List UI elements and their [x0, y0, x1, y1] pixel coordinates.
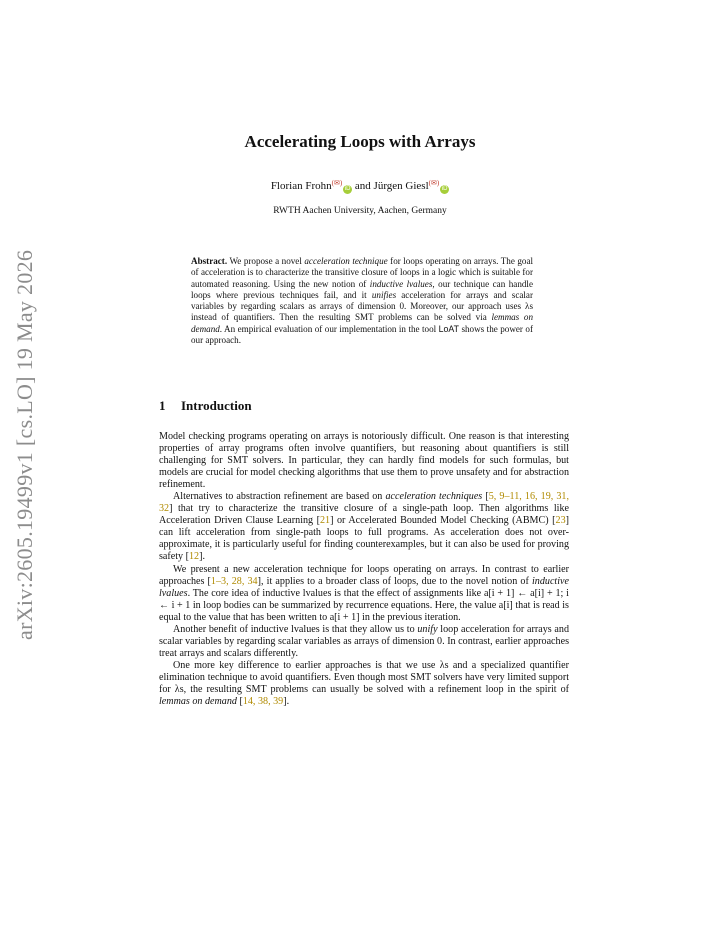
abstract-text: acceleration for arrays and scalar variables by regarding scalars as arrays of dimension 0. Moreover, our approach uses λs instead of quantifiers. Then the resulting SMT problems can be solved via [191, 289, 533, 323]
paragraph-5 [159, 660, 569, 708]
mail-icon: (✉) [428, 179, 440, 187]
citation-link[interactable]: 12 [189, 551, 200, 563]
citation-link[interactable]: 1–3, 28, 34 [210, 575, 258, 587]
abstract-label: Abstract. [191, 256, 228, 266]
orcid-icon[interactable]: iD [344, 186, 351, 192]
text: . The core idea of inductive lvalues is that the effect of assignments like a[i + 1] ← a[i] + 1; i ← i + 1 in loop bodies can be summarized by recurrence equations. Here, the value a[i] that is read is equal to the value that has been written to a[i + 1] in the previous iteration. [159, 587, 569, 623]
text: ], it applies to a broader class of loops, due to the novel notion of [257, 575, 532, 587]
abstract [191, 256, 533, 346]
citation-link[interactable]: 21 [320, 515, 331, 527]
citation-link[interactable]: 14, 38, 39 [242, 696, 284, 708]
introduction-body [159, 431, 569, 708]
emphasis: unify [417, 623, 438, 635]
text: ]. [199, 551, 205, 563]
emphasis: lemmas on demand [159, 696, 237, 708]
text: [ [236, 696, 243, 708]
text: ]. [283, 696, 290, 708]
text: Alternatives to abstraction refinement are based on [173, 491, 386, 503]
abstract-text: We propose a novel [227, 256, 305, 266]
affiliation: RWTH Aachen University, Aachen, Germany [273, 206, 447, 216]
paragraph-1: Model checking programs operating on arrays is notoriously difficult. One reason is that interesting properties of array programs often involve quantifiers, but reasoning about quantifiers is still challenging for SMT solvers. In particular, they can hardly find models for such formulas, but models are crucial for model checking algorithms that use them to prove unsafety and for abstraction refinement. [159, 431, 569, 491]
abstract-text: , our technique can handle loops where previous techniques fail, and it [191, 278, 533, 300]
emphasis: inductive lvalues [159, 575, 569, 599]
paragraph-2 [159, 491, 569, 563]
abstract-text: shows the power of our approach. [191, 323, 533, 346]
mail-icon: (✉) [331, 179, 343, 187]
text: ] that try to characterize the transitive closure of a single-path loop. Then algorithms like Acceleration Driven Clause Learning [ [159, 503, 569, 527]
text: ] or Accelerated Bounded Model Checking (ABMC) [ [330, 515, 556, 527]
author-conjunction: and [354, 180, 371, 192]
section-heading [159, 398, 569, 414]
text: We present a new acceleration technique for loops operating on arrays. In contrast to earlier approaches [ [159, 563, 569, 587]
citation-link[interactable]: 23 [555, 515, 566, 527]
section-title: Introduction [181, 398, 252, 413]
abstract-emphasis: unifies [371, 289, 397, 300]
orcid-icon[interactable]: iD [441, 186, 448, 192]
author-giesl: Jürgen Giesl [373, 180, 429, 192]
abstract-emphasis: lemmas on demand [191, 312, 533, 334]
section-number: 1 [159, 398, 166, 413]
arxiv-identifier-stamp: arXiv:2605.19499v1 [cs.LO] 19 May 2026 [12, 249, 37, 640]
emphasis: acceleration techniques [385, 491, 483, 503]
text: One more key difference to earlier approaches is that we use λs and a specialized quantifier elimination technique to avoid quantifiers. Even though most SMT solvers have very limited support for λs, the resulting SMT problems can usually be solved with a refinement loop in the spirit of [159, 659, 569, 695]
abstract-text: for loops operating on arrays. The goal of acceleration is to characterize the transitive closure of loops in a logic which is suitable for automated reasoning. Using the new notion of [191, 256, 534, 289]
text: Another benefit of inductive lvalues is that they allow us to [173, 623, 418, 635]
author-frohn: Florian Frohn [270, 180, 332, 192]
text: [ [482, 491, 489, 503]
text: loop acceleration for arrays and scalar variables by regarding scalar variables as arrays of dimension 0. In contrast, earlier approaches treat arrays and scalars differently. [159, 623, 569, 659]
tool-name: LoAT [438, 323, 459, 334]
author-line [0, 179, 720, 194]
abstract-emphasis: inductive lvalues [369, 278, 433, 289]
abstract-text: . An empirical evaluation of our implementation in the tool [219, 323, 439, 334]
citation-link[interactable]: 5, 9–11, 16, 19, 31, 32 [159, 491, 570, 515]
text: ] can lift acceleration from single-path loops to full programs. As acceleration does not over-approximate, it is particularly useful for finding counterexamples, but it can also be used for proving safety [ [159, 515, 569, 563]
paragraph-3 [159, 564, 569, 624]
paragraph-4 [159, 624, 569, 660]
abstract-emphasis: acceleration technique [304, 256, 388, 266]
paper-title: Accelerating Loops with Arrays [244, 132, 476, 151]
